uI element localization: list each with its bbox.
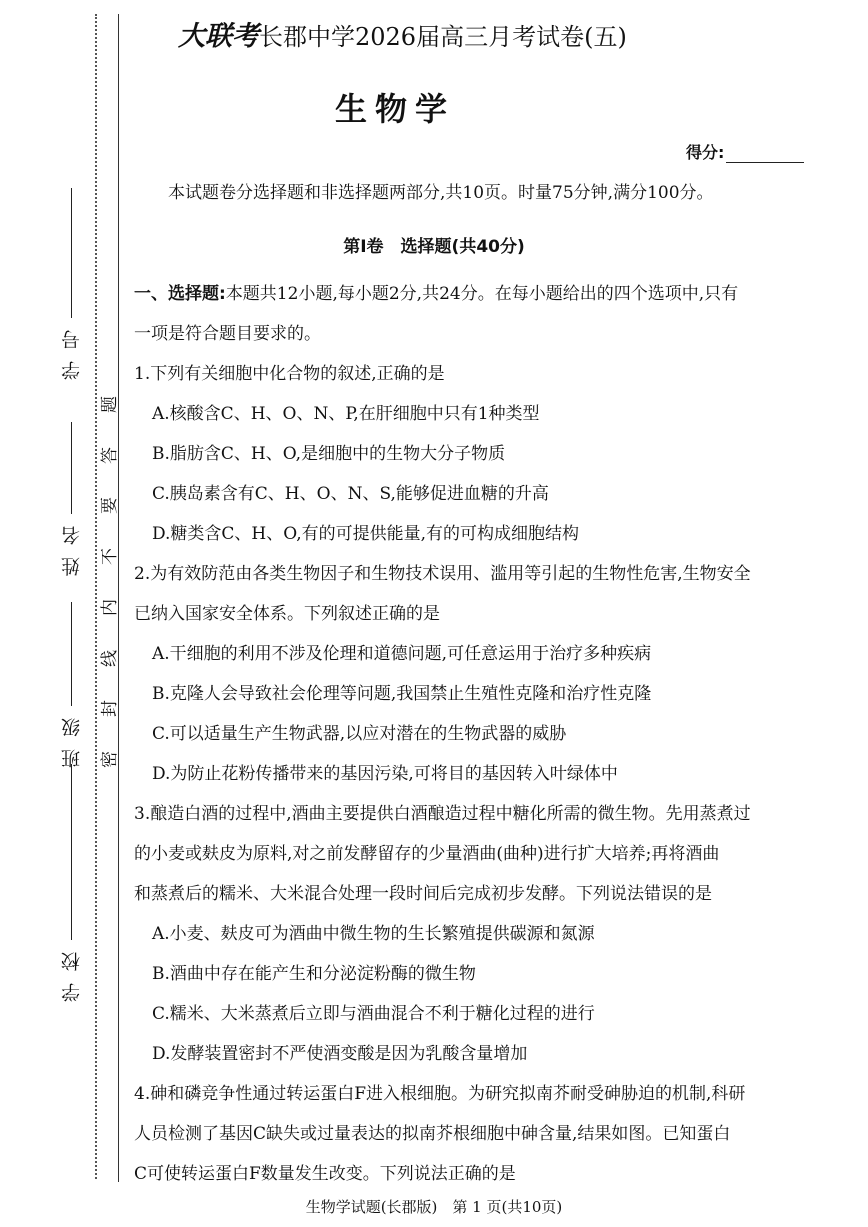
answer-option: B.克隆人会导致社会伦理等问题,我国禁止生殖性克隆和治疗性克隆 [152, 684, 652, 704]
answer-option: D.为防止花粉传播带来的基因污染,可将目的基因转入叶绿体中 [152, 764, 618, 784]
part-instructions [134, 282, 814, 322]
part-description-line: 一项是符合题目要求的。 [134, 324, 321, 344]
answer-option: C.可以适量生产生物武器,以应对潜在的生物武器的威胁 [152, 724, 567, 744]
question-stem-line: 1.下列有关细胞中化合物的叙述,正确的是 [134, 364, 445, 384]
seal-notice-char: 线 [99, 649, 120, 667]
section-title: 第Ⅰ卷 选择题(共40分) [343, 237, 525, 257]
answer-option: A.小麦、麸皮可为酒曲中微生物的生长繁殖提供碳源和氮源 [152, 924, 595, 944]
question-stem-line: 人员检测了基因C缺失或过量表达的拟南芥根细胞中砷含量,结果如图。已知蛋白 [134, 1124, 731, 1144]
school-field[interactable] [58, 760, 84, 1002]
class-label: 班级 [60, 706, 83, 768]
seal-line [118, 14, 119, 1182]
exam-title: 长郡中学2026届高三月考试卷(五) [259, 23, 627, 51]
answer-option: D.糖类含C、H、O,有的可提供能量,有的可构成细胞结构 [152, 524, 580, 544]
score-label: 得分: [686, 143, 725, 162]
score-blank[interactable] [726, 162, 804, 163]
answer-option: C.糯米、大米蒸煮后立即与酒曲混合不利于糖化过程的进行 [152, 1004, 595, 1024]
school-label: 学校 [60, 940, 83, 1002]
student-id-label: 学号 [60, 318, 83, 380]
subject-title: 生物学 [334, 90, 455, 128]
school-blank[interactable] [71, 764, 72, 940]
student-name-field[interactable] [58, 418, 84, 576]
question-stem-line: 2.为有效防范由各类生物因子和生物技术误用、滥用等引起的生物性危害,生物安全 [134, 564, 751, 584]
exam-header [178, 14, 627, 53]
answer-option: B.酒曲中存在能产生和分泌淀粉酶的微生物 [152, 964, 476, 984]
student-name-blank[interactable] [71, 422, 72, 514]
question-stem-line: 已纳入国家安全体系。下列叙述正确的是 [134, 604, 440, 624]
seal-notice-char: 题 [99, 396, 120, 413]
answer-option: C.胰岛素含有C、H、O、N、S,能够促进血糖的升高 [152, 484, 549, 504]
question-stem-line: 4.砷和磷竞争性通过转运蛋白F进入根细胞。为研究拟南芥耐受砷胁迫的机制,科研 [134, 1084, 746, 1104]
student-id-field[interactable] [58, 184, 84, 380]
seal-notice-char: 封 [99, 700, 120, 718]
class-field[interactable] [58, 598, 84, 768]
seal-notice-char: 要 [99, 497, 120, 515]
question-stem-line: 和蒸煮后的糯米、大米混合处理一段时间后完成初步发酵。下列说法错误的是 [134, 884, 712, 904]
answer-option: B.脂肪含C、H、O,是细胞中的生物大分子物质 [152, 444, 506, 464]
question-stem-line: C可使转运蛋白F数量发生改变。下列说法正确的是 [134, 1164, 516, 1184]
part-heading: 一、选择题: [134, 284, 226, 304]
question-stem-line: 的小麦或麸皮为原料,对之前发酵留存的少量酒曲(曲种)进行扩大培养;再将酒曲 [134, 844, 720, 864]
seal-notice-char: 不 [99, 548, 120, 566]
answer-option: A.干细胞的利用不涉及伦理和道德问题,可任意运用于治疗多种疾病 [152, 644, 652, 664]
answer-option: D.发酵装置密封不严使酒变酸是因为乳酸含量增加 [152, 1044, 528, 1064]
exam-intro: 本试题卷分选择题和非选择题两部分,共10页。时量75分钟,满分100分。 [168, 183, 714, 203]
seal-notice-char: 内 [99, 598, 120, 616]
question-area [134, 282, 814, 1202]
seal-notice [96, 392, 118, 772]
answer-option: A.核酸含C、H、O、N、P,在肝细胞中只有1种类型 [152, 404, 540, 424]
page-footer: 生物学试题(长郡版) 第 1 页(共10页) [305, 1198, 563, 1216]
binding-margin [0, 0, 130, 1227]
seal-notice-char: 密 [99, 750, 120, 768]
question-stem-line: 3.酿造白酒的过程中,酒曲主要提供白酒酿造过程中糖化所需的微生物。先用蒸煮过 [134, 804, 751, 824]
student-name-label: 姓名 [60, 514, 83, 576]
part-description: 本题共12小题,每小题2分,共24分。在每小题给出的四个选项中,只有 [225, 284, 739, 304]
seal-notice-char: 答 [99, 446, 120, 464]
brand-logo-text: 大联考 [178, 21, 259, 52]
class-blank[interactable] [71, 602, 72, 706]
score-field[interactable] [686, 140, 804, 163]
